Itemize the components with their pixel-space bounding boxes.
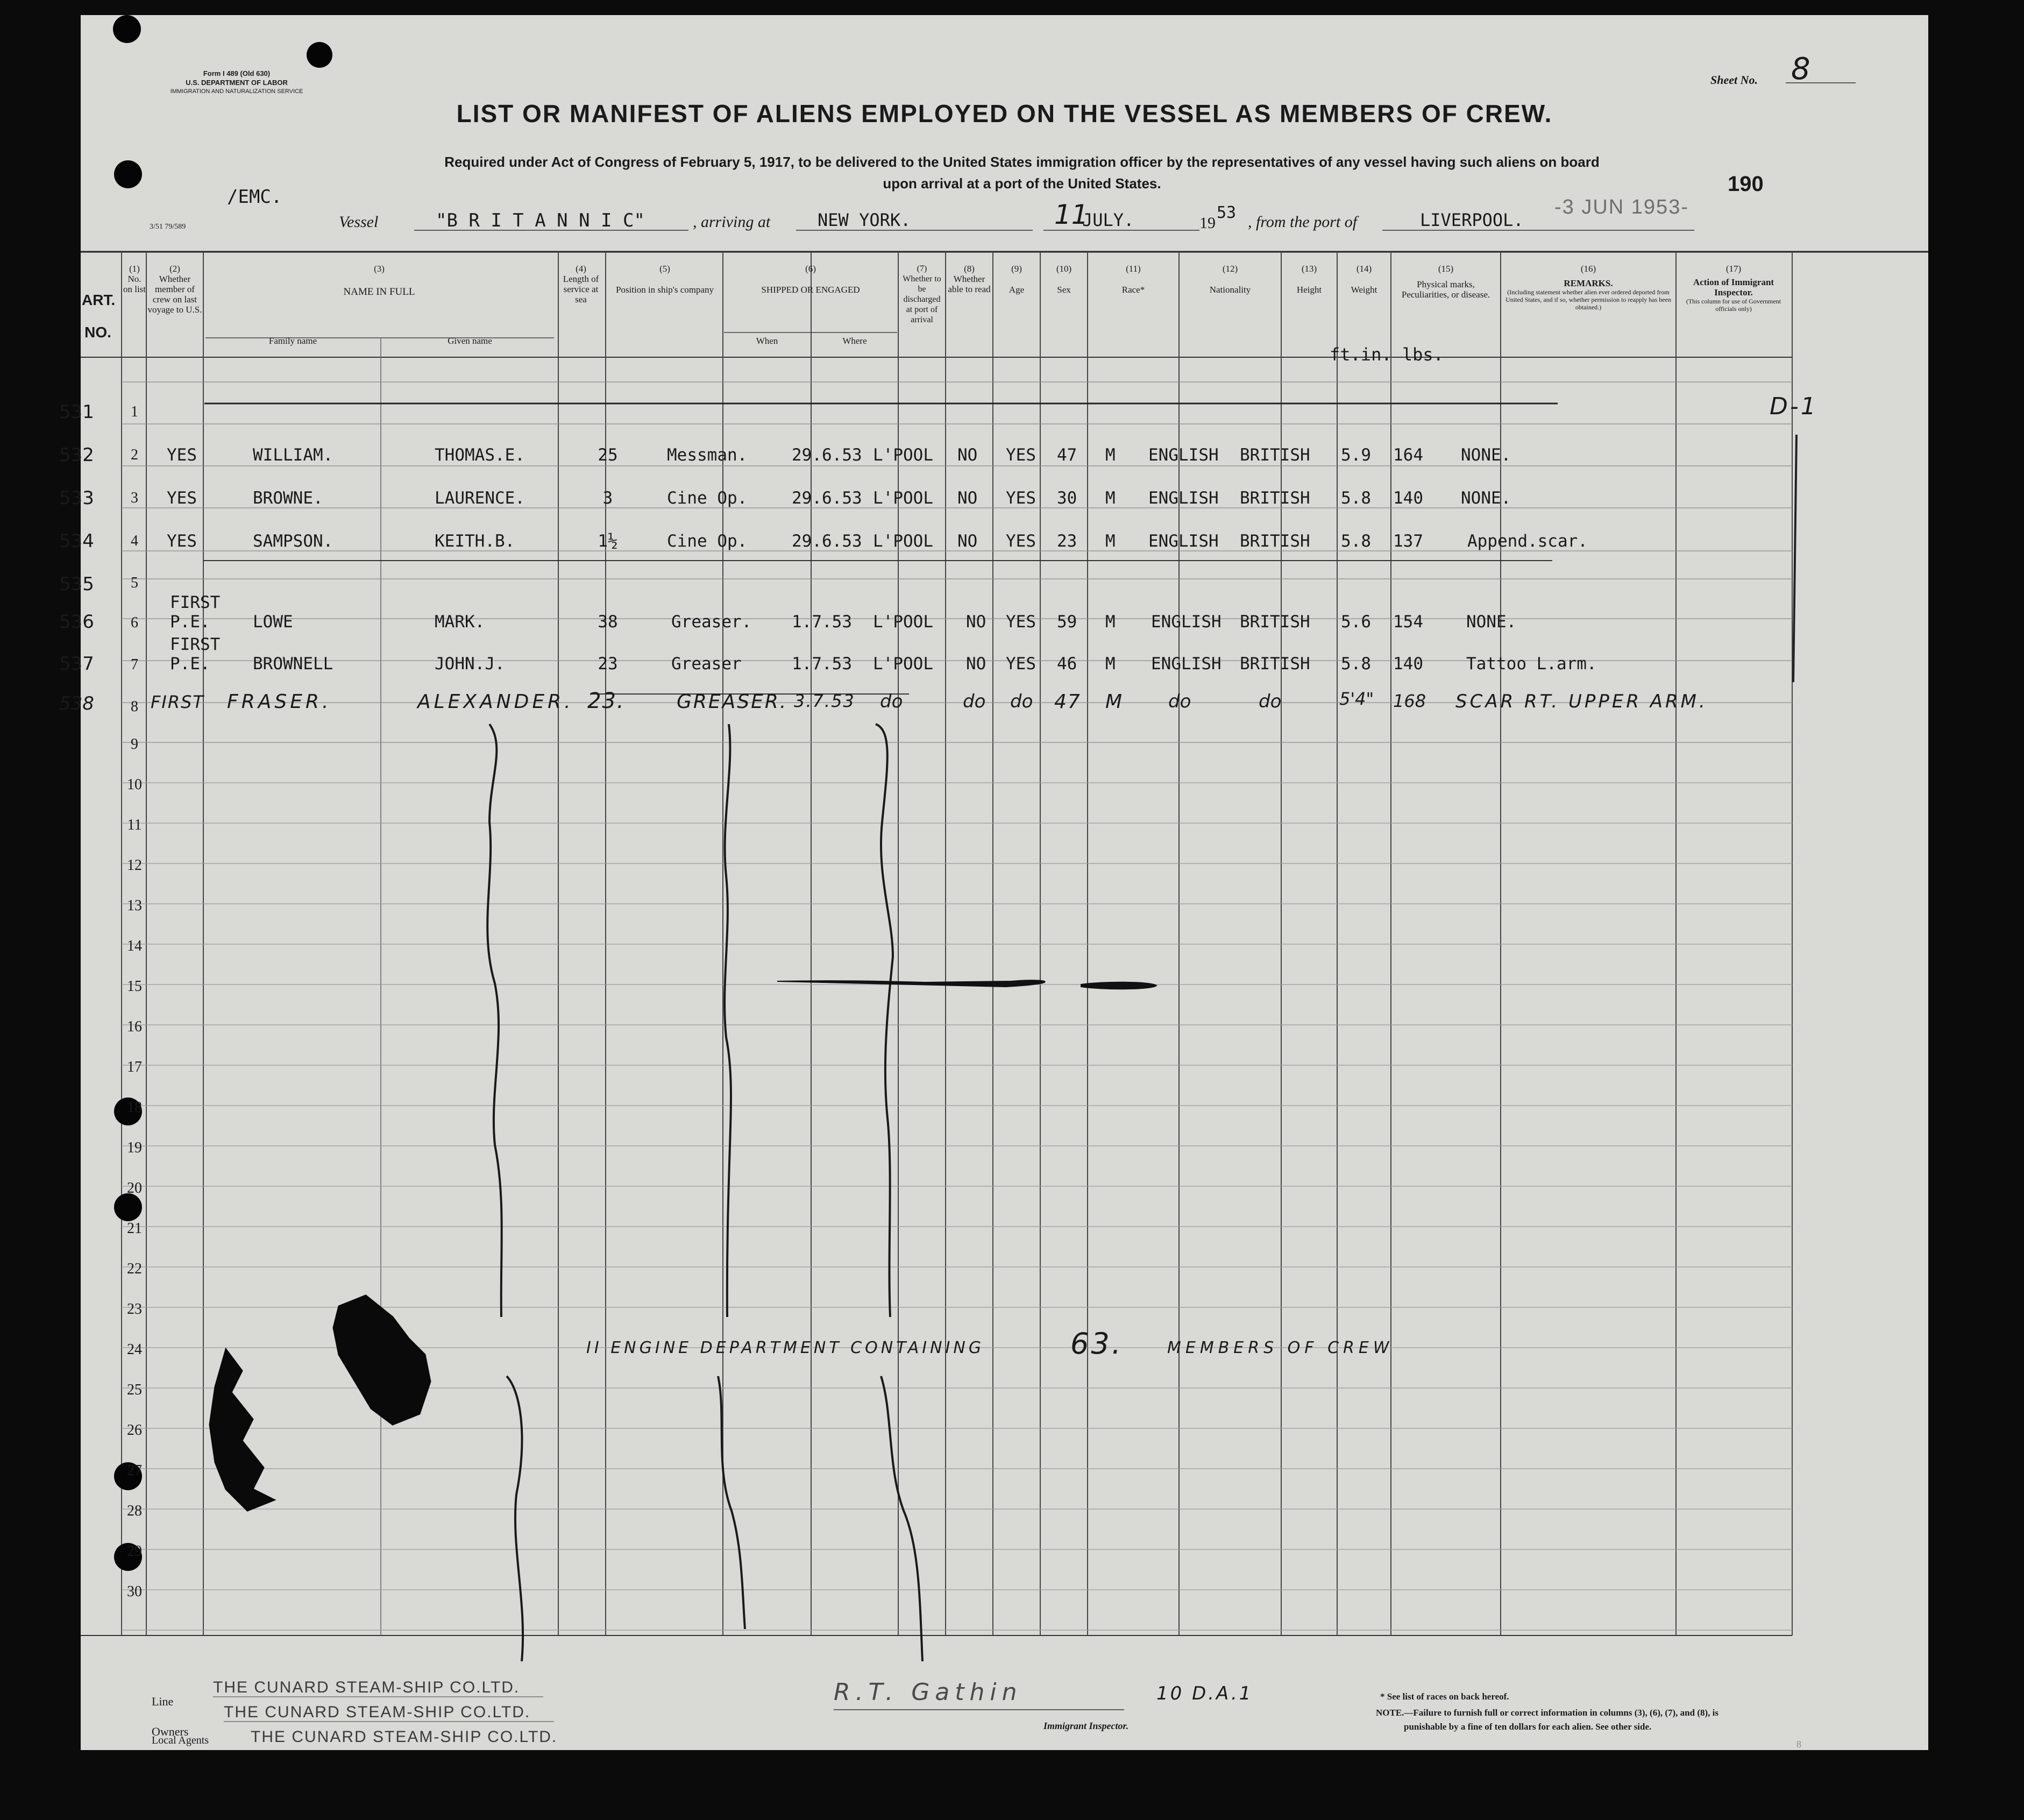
where-header: Where [842, 336, 867, 346]
punch-hole-icon [114, 1193, 142, 1221]
ditto-line [881, 1376, 922, 1661]
height: 5.8 [1341, 488, 1371, 508]
punch-hole-icon [113, 15, 141, 43]
service-length: 23. [587, 689, 625, 713]
height-weight-units: ft.in. lbs. [1330, 344, 1444, 365]
arrival-port: NEW YORK. [818, 210, 911, 230]
sex: M [1105, 445, 1116, 465]
line-number: 26 [127, 1422, 142, 1439]
corner-mark: 8 [1796, 1739, 1801, 1750]
line-number: 24 [127, 1341, 142, 1358]
inspector-signature: R.T. Gathin [834, 1679, 1022, 1706]
discharged: do [963, 691, 986, 712]
owners-label: Owners [152, 1725, 189, 1738]
physical-marks: NONE. [1461, 488, 1511, 508]
line-company: THE CUNARD STEAM-SHIP CO.LTD. [213, 1679, 520, 1696]
able-to-read: YES [1006, 612, 1036, 632]
given-name: MARK. [435, 612, 485, 632]
members-of-crew-note: MEMBERS OF CREW [1167, 1339, 1394, 1357]
height: 5.9 [1341, 445, 1371, 465]
col17-number: (17) [1725, 264, 1742, 274]
height: 5'4" [1339, 689, 1374, 709]
line-number: 19 [127, 1139, 142, 1156]
ditto-line [718, 1376, 745, 1629]
physical-marks: SCAR RT. UPPER ARM. [1455, 691, 1708, 712]
line-number: 25 [127, 1382, 142, 1398]
prior-voyage: YES [167, 532, 197, 551]
art-number: 534 [59, 530, 94, 552]
family-name: SAMPSON. [253, 532, 333, 551]
sex: M [1105, 654, 1116, 674]
race: ENGLISH [1151, 612, 1221, 632]
line-number: 21 [127, 1220, 142, 1237]
discharged: NO [966, 654, 986, 674]
col8-label: Whether able to read [948, 274, 991, 294]
prior-voyage: YES [167, 488, 197, 508]
department-name: U.S. DEPARTMENT OF LABOR [186, 79, 288, 87]
line-number: 22 [127, 1260, 142, 1277]
family-name-header: Family name [268, 336, 317, 346]
arrival-month: JULY. [1082, 210, 1134, 230]
service-length: 23 [598, 654, 618, 674]
line-label: Line [152, 1695, 174, 1708]
weight: 137 [1393, 532, 1423, 551]
line-number: 23 [127, 1301, 142, 1318]
arrival-year: 53 [1217, 203, 1237, 222]
prior-voyage: FIRST P.E. [170, 635, 221, 674]
discharged: NO [957, 532, 978, 551]
punch-hole-icon [114, 160, 142, 188]
line-number: 27 [127, 1462, 142, 1479]
col5-number: (5) [659, 264, 670, 274]
inspector-label: Immigrant Inspector. [1043, 1720, 1129, 1731]
col17-header [1677, 264, 1790, 313]
inspector-action-mark: D-1 [1770, 393, 1818, 420]
ditto-line [487, 724, 502, 1317]
col5-header [608, 264, 722, 295]
ditto-line [507, 1376, 523, 1661]
shipped-when: 29.6.53 [792, 532, 862, 551]
col17-label: Action of Immigrant Inspector. [1693, 277, 1774, 298]
given-name: ALEXANDER. [417, 691, 574, 713]
when-header: When [756, 336, 778, 346]
col6-number: (6) [805, 264, 816, 274]
shipped-where: do [880, 691, 903, 712]
able-to-read: YES [1006, 488, 1036, 508]
line-number: 28 [127, 1503, 142, 1519]
col7-header [899, 264, 944, 325]
nationality: BRITISH [1240, 445, 1310, 465]
sex: M [1105, 488, 1116, 508]
col2-header [147, 264, 202, 315]
shipped-where: L'POOL [873, 654, 933, 674]
age: 59 [1057, 612, 1077, 632]
col16-number: (16) [1580, 264, 1596, 274]
arrival-year-prefix: 19 [1199, 214, 1216, 232]
manifest-sheet [59, 15, 1928, 1750]
position: Greaser [671, 654, 742, 674]
given-name-header: Given name [448, 336, 492, 346]
art-number: 533 [59, 487, 94, 509]
service-name: IMMIGRATION AND NATURALIZATION SERVICE [170, 88, 303, 95]
nationality: do [1259, 691, 1282, 712]
line-number: 9 [131, 736, 138, 753]
col16-label: REMARKS. [1564, 278, 1613, 288]
subtitle-line-2: upon arrival at a port of the United States. [883, 175, 1161, 192]
col13-number: (13) [1301, 264, 1317, 274]
height: 5.8 [1341, 654, 1371, 674]
col9-header [994, 264, 1039, 295]
col16-header [1502, 264, 1675, 311]
col1-header [123, 264, 146, 294]
line-number: 14 [127, 938, 142, 954]
weight: 168 [1393, 691, 1426, 711]
col2-label: Whether member of crew on last voyage to U.S. [147, 274, 202, 315]
owners-company: THE CUNARD STEAM-SHIP CO.LTD. [224, 1703, 531, 1721]
inspector-code: 10 D.A.1 [1156, 1683, 1253, 1704]
age: 47 [1057, 445, 1077, 465]
family-name: WILLIAM. [253, 445, 333, 465]
position: Cine Op. [667, 488, 748, 508]
col17-note: (This column for use of Government officials only) [1686, 298, 1781, 313]
manifest-number: 190 [1728, 172, 1764, 196]
col16-note: (Including statement whether alien ever ordered deported from United States, and if so, whether permission to reapply has been obtained.) [1505, 288, 1671, 311]
nationality: BRITISH [1240, 488, 1310, 508]
form-identifier [151, 69, 323, 96]
line-number: 29 [127, 1543, 142, 1560]
sex: M [1105, 612, 1116, 632]
given-name: JOHN.J. [435, 654, 505, 674]
col9-label: Age [1009, 285, 1025, 295]
service-length: 25 [598, 445, 618, 465]
agents-company: THE CUNARD STEAM-SHIP CO.LTD. [251, 1728, 558, 1746]
col3-label: NAME IN FULL [343, 286, 415, 298]
position: Greaser. [671, 612, 752, 632]
col4-header [559, 264, 602, 304]
discharged: NO [957, 445, 978, 465]
shipped-when: 3.7.53 [794, 691, 855, 711]
shipped-when: 1.7.53 [792, 654, 852, 674]
race: ENGLISH [1148, 532, 1219, 551]
race: ENGLISH [1148, 445, 1219, 465]
shipped-where: L'POOL [873, 532, 933, 551]
age: 23 [1057, 532, 1077, 551]
ditto-line [725, 724, 731, 1317]
embossed-seal-icon [333, 1295, 430, 1425]
discharged: NO [966, 612, 986, 632]
given-name: LAURENCE. [435, 488, 525, 508]
line-number: 2 [131, 447, 138, 463]
nationality: BRITISH [1240, 532, 1310, 551]
family-name: BROWNELL [253, 654, 333, 674]
line-number: 15 [127, 978, 142, 995]
ink-smear [1081, 982, 1156, 989]
col14-label: Weight [1351, 285, 1377, 295]
ditto-line [876, 724, 893, 1317]
sex: M [1105, 532, 1116, 551]
line-number: 1 [131, 403, 138, 420]
form-number: Form I 489 (Old 630) [203, 69, 271, 77]
col4-number: (4) [576, 264, 586, 274]
service-length: 3 [602, 488, 613, 508]
subtitle-line-1: Required under Act of Congress of February 5, 1917, to be delivered to the United States immigration officer by the representatives of any vessel having such aliens on board [444, 154, 1600, 170]
col14-header [1338, 264, 1390, 295]
reference-code: 3/51 79/589 [150, 223, 186, 231]
art-number: 535 [59, 573, 94, 595]
art-number: 538 [59, 693, 94, 714]
col5-label: Position in ship's company [615, 285, 714, 295]
col15-label: Physical marks, Peculiarities, or disease. [1401, 279, 1490, 300]
engine-department-note: II ENGINE DEPARTMENT CONTAINING [586, 1339, 985, 1357]
col2-number: (2) [169, 264, 180, 274]
able-to-read: YES [1006, 532, 1036, 551]
art-number: 531 [59, 401, 94, 423]
physical-marks: Append.scar. [1467, 532, 1588, 551]
art-number: 537 [59, 653, 94, 675]
col13-header [1282, 264, 1336, 295]
sheet-label: Sheet No. [1710, 73, 1758, 87]
height: 5.6 [1341, 612, 1371, 632]
discharged: NO [957, 488, 978, 508]
weight: 154 [1393, 612, 1423, 632]
given-name: THOMAS.E. [435, 445, 525, 465]
from-port-label: , from the port of [1248, 213, 1358, 231]
penalty-note-line-1: NOTE.—Failure to furnish full or correct information in columns (3), (6), (7), and (8), is [1376, 1708, 1719, 1718]
col14-number: (14) [1356, 264, 1372, 274]
penalty-note-line-2: punishable by a fine of ten dollars for each alien. See other side. [1404, 1722, 1652, 1732]
col8-number: (8) [964, 264, 975, 274]
physical-marks: NONE. [1461, 445, 1511, 465]
col15-number: (15) [1438, 264, 1454, 274]
col12-number: (12) [1222, 264, 1238, 274]
page-title: LIST OR MANIFEST OF ALIENS EMPLOYED ON THE VESSEL AS MEMBERS OF CREW. [456, 100, 1553, 128]
line-number: 4 [131, 533, 138, 549]
col4-label: Length of service at sea [563, 274, 599, 304]
col11-number: (11) [1126, 264, 1141, 274]
col11-header [1089, 264, 1178, 295]
shipped-when: 1.7.53 [792, 612, 852, 632]
family-name: FRASER. [227, 691, 332, 713]
col3-number: (3) [374, 264, 385, 274]
prior-voyage: YES [167, 445, 197, 465]
embossed-seal-icon [210, 1349, 274, 1511]
weight: 140 [1393, 488, 1423, 508]
vessel-name: "B R I T A N N I C" [436, 210, 645, 231]
able-to-read: YES [1006, 445, 1036, 465]
family-name: BROWNE. [253, 488, 323, 508]
age: 46 [1057, 654, 1077, 674]
local-agents-label: Local Agents [152, 1734, 209, 1746]
line-number: 20 [127, 1180, 142, 1196]
col7-number: (7) [917, 264, 927, 273]
physical-marks: NONE. [1466, 612, 1517, 632]
art-number: 536 [59, 611, 94, 633]
line-number: 16 [127, 1018, 142, 1035]
position: Messman. [667, 445, 748, 465]
col6-header [724, 264, 897, 295]
weight: 140 [1393, 654, 1423, 674]
punch-hole-icon [307, 42, 332, 68]
col1-label: No. on list [123, 274, 146, 294]
arriving-label: , arriving at [693, 213, 771, 231]
sheet-number: 8 [1791, 52, 1814, 87]
received-date-stamp: -3 JUN 1953- [1554, 196, 1689, 218]
prior-voyage: FIRST P.E. [170, 593, 221, 632]
col1-number: (1) [129, 264, 140, 274]
age: 47 [1054, 691, 1081, 713]
nationality: BRITISH [1240, 612, 1310, 632]
col7-label: Whether to be discharged at port of arrival [903, 274, 941, 324]
shipped-where: L'POOL [873, 488, 933, 508]
col8-header [947, 264, 992, 294]
position: GREASER. [677, 691, 788, 713]
line-number: 13 [127, 897, 142, 914]
line-number: 5 [131, 575, 138, 591]
line-number: 3 [131, 490, 138, 506]
race: ENGLISH [1151, 654, 1221, 674]
nationality: BRITISH [1240, 654, 1310, 674]
able-to-read: YES [1006, 654, 1036, 674]
service-length: 38 [598, 612, 618, 632]
ink-smear [777, 980, 1045, 987]
line-number: 30 [127, 1583, 142, 1600]
crew-count: 63. [1070, 1327, 1123, 1361]
shipped-where: L'POOL [873, 445, 933, 465]
departure-port: LIVERPOOL. [1420, 210, 1524, 230]
col11-label: Race* [1121, 285, 1145, 295]
col3-header [204, 264, 554, 297]
family-name: LOWE [253, 612, 293, 632]
col13-label: Height [1296, 285, 1322, 295]
col9-number: (9) [1011, 264, 1022, 274]
line-number: 10 [127, 776, 142, 793]
emc-mark: /EMC. [227, 186, 282, 208]
line-number: 8 [131, 698, 138, 715]
line-number: 17 [127, 1059, 142, 1075]
able-to-read: do [1010, 691, 1033, 712]
col12-label: Nationality [1209, 285, 1251, 295]
col6-label: SHIPPED OR ENGAGED [761, 285, 860, 295]
height: 5.8 [1341, 532, 1371, 551]
col10-number: (10) [1056, 264, 1072, 274]
weight: 164 [1393, 445, 1423, 465]
art-number: 532 [59, 444, 94, 466]
line-number: 6 [131, 614, 138, 631]
arrival-day: 11 [1054, 199, 1089, 230]
races-footnote: * See list of races on back hereof. [1380, 1691, 1509, 1702]
prior-voyage: FIRST [151, 692, 204, 712]
given-name: KEITH.B. [435, 532, 515, 551]
col12-header [1180, 264, 1280, 295]
shipped-when: 29.6.53 [792, 445, 862, 465]
inspector-vertical-mark [1793, 435, 1796, 682]
service-length: 1½ [598, 532, 618, 551]
position: Cine Op. [667, 532, 748, 551]
col15-header [1392, 264, 1500, 300]
line-number: 11 [127, 817, 142, 833]
race: do [1168, 691, 1191, 712]
line-number: 12 [127, 857, 142, 874]
shipped-where: L'POOL [873, 612, 933, 632]
col10-label: Sex [1057, 285, 1071, 295]
col10-header [1041, 264, 1086, 295]
vessel-label: Vessel [339, 213, 379, 231]
physical-marks: Tattoo L.arm. [1466, 654, 1597, 674]
art-no-header: ART. NO. [82, 292, 116, 341]
race: ENGLISH [1148, 488, 1219, 508]
shipped-when: 29.6.53 [792, 488, 862, 508]
line-number: 7 [131, 656, 138, 673]
line-number: 18 [127, 1099, 142, 1116]
age: 30 [1057, 488, 1077, 508]
sex: M [1105, 691, 1126, 713]
